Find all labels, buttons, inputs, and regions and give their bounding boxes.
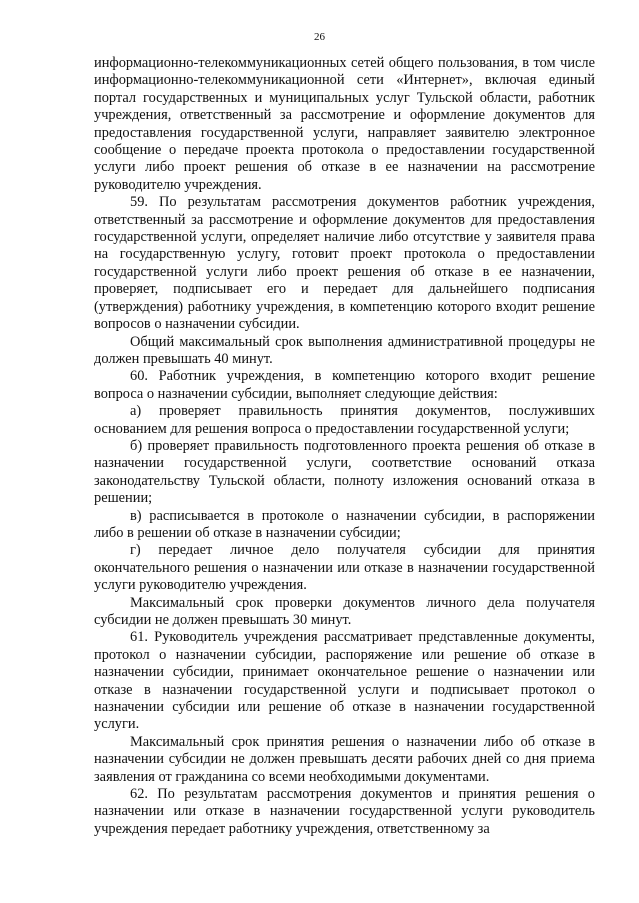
paragraph-60-item-b: б) проверяет правильность подготовленного проекта решения об отказе в назначении государственной услуги, соответствие оснований отказа законодательству Тульской области, полноту изложения оснований отказа в решении;: [94, 437, 595, 507]
paragraph-60-item-a: а) проверяет правильность принятия документов, послуживших основанием для решения вопроса о предоставлении государственной услуги;: [94, 403, 595, 437]
paragraph-60: 60. Работник учреждения, в компетенцию которого входит решение вопроса о назначении субсидии, выполняет следующие действия:: [94, 368, 595, 402]
paragraph-continuation: информационно-телекоммуникационных сетей общего пользования, в том числе информационно-телекоммуникационной сети «Интернет», включая единый портал государственных и муниципальных услуг Тульской области, работник учреждения, ответственный за рассмотрение и оформление документов для предоставления государственной услуги, направляет заявителю электронное сообщение о передаче проекта протокола о предоставлении государственной услуги либо проект решения об отказе в ее назначении на рассмотрение руководителю учреждения.: [94, 55, 595, 193]
page-number: 26: [314, 31, 325, 43]
paragraph-60-time-limit: Максимальный срок проверки документов личного дела получателя субсидии не должен превышать 30 минут.: [94, 594, 595, 628]
paragraph-62: 62. По результатам рассмотрения документов и принятия решения о назначении или отказе в назначении государственной услуги руководитель учреждения передает работнику учреждения, ответственному за: [94, 786, 595, 837]
paragraph-59: 59. По результатам рассмотрения документов работник учреждения, ответственный за рассмотрение и оформление документов для предоставления государственной услуги, определяет наличие либо отсутствие у заявителя права на государственную услугу, готовит проект протокола о предоставлении государственной услуги либо проект решения об отказе в ее назначении, проверяет, подписывает его и передает для дальнейшего подписания (утверждения) работнику учреждения, в компетенцию которого входит решение вопросов о назначении субсидии.: [94, 194, 595, 333]
document-body: [94, 55, 595, 838]
paragraph-59-time-limit: Общий максимальный срок выполнения административной процедуры не должен превышать 40 минут.: [94, 333, 595, 367]
paragraph-61: 61. Руководитель учреждения рассматривает представленные документы, протокол о назначении субсидии, распоряжение или решение об отказе в назначении субсидии, принимает окончательное решение о назначении или отказе в назначении государственной услуги и подписывает протокол о назначении субсидии или решение об отказе в назначении государственной услуги.: [94, 629, 595, 733]
paragraph-61-time-limit: Максимальный срок принятия решения о назначении либо об отказе в назначении субсидии не должен превышать десяти рабочих дней со дня приема заявления от гражданина со всеми необходимыми документами.: [94, 733, 595, 785]
paragraph-60-item-v: в) расписывается в протоколе о назначении субсидии, в распоряжении либо в решении об отказе в назначении субсидии;: [94, 507, 595, 541]
paragraph-60-item-g: г) передает личное дело получателя субсидии для принятия окончательного решения о назначении или отказе в назначении государственной услуги руководителю учреждения.: [94, 542, 595, 594]
